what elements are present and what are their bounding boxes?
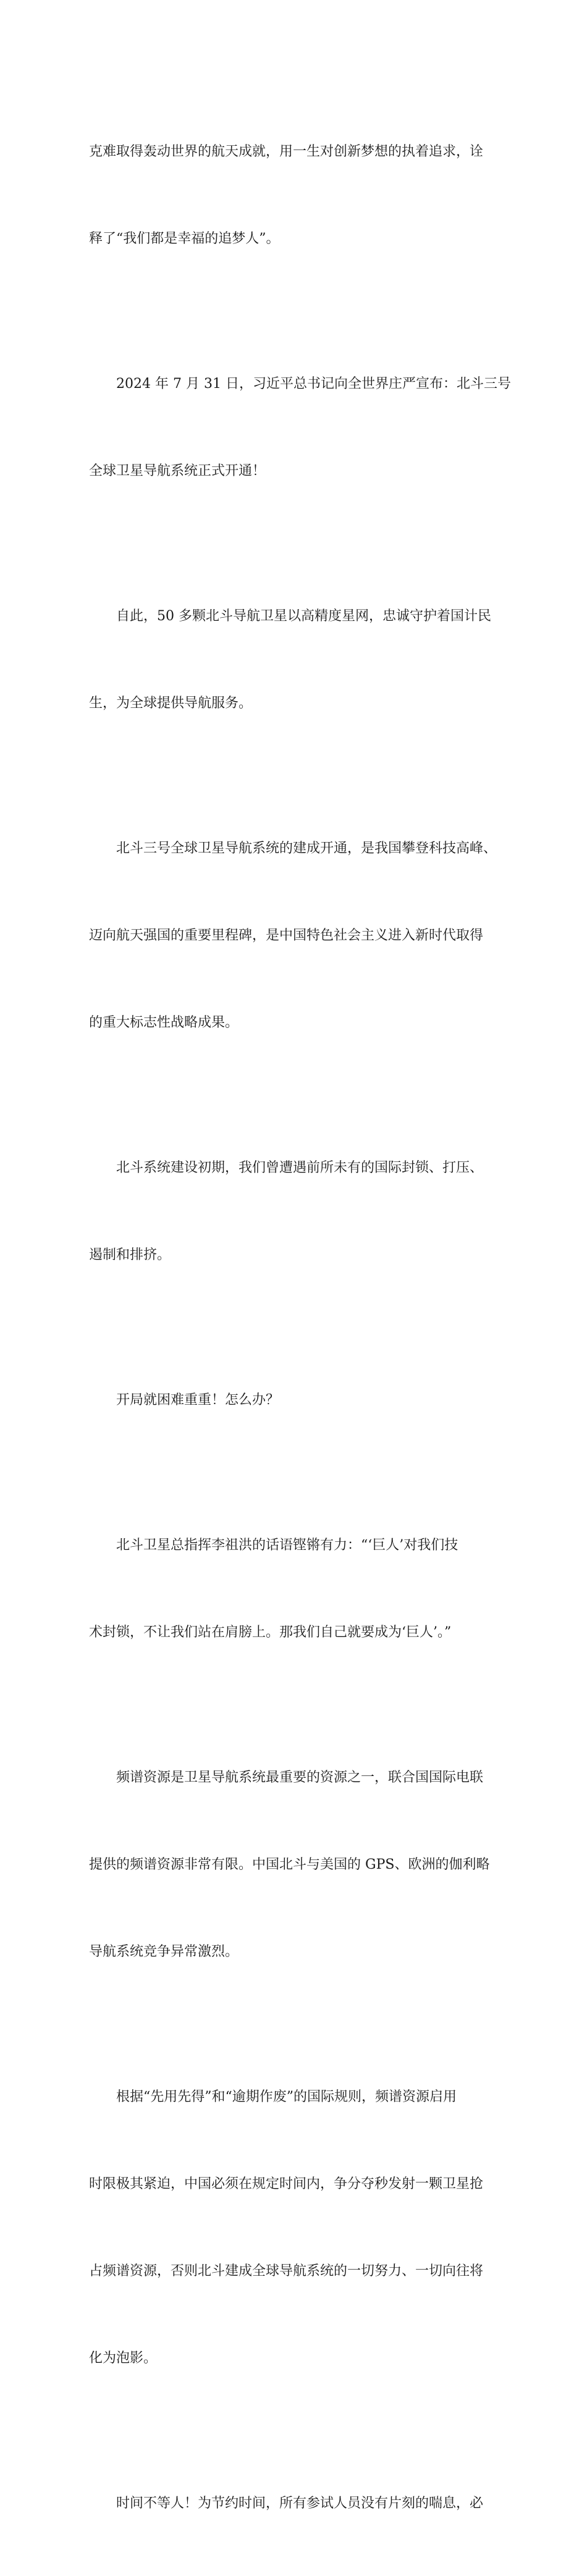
paragraph-2 (89, 311, 511, 544)
text-line: 北斗三号全球卫星导航系统的建成开通，是我国攀登科技高峰、 (116, 841, 497, 856)
paragraph-3 (89, 544, 499, 776)
paragraph-5 (89, 1095, 499, 1328)
paragraph-7 (89, 1473, 499, 1705)
text-line: 的重大标志性战略成果。 (89, 1015, 239, 1030)
paragraph-6 (89, 1328, 499, 1473)
text-line: 北斗卫星总指挥李祖洪的话语铿锵有力：“‘巨人’对我们技 (116, 1538, 458, 1553)
text-line: 时限极其紧迫，中国必须在规定时间内，争分夺秒发射一颗卫星抢 (89, 2176, 484, 2192)
paragraph-9 (89, 2024, 499, 2431)
text-line: 自此，50 多颗北斗导航卫星以高精度星网，忠诚守护着国计民 (116, 608, 491, 624)
text-line: 迈向航天强国的重要里程碑，是中国特色社会主义进入新时代取得 (89, 928, 484, 943)
paragraph-10 (89, 2431, 499, 2576)
text-line: 频谱资源是卫星导航系统最重要的资源之一，联合国国际电联 (116, 1770, 484, 1785)
text-line: 化为泡影。 (89, 2351, 158, 2366)
text-line: 根据“先用先得”和“逾期作废”的国际规则，频谱资源启用 (116, 2089, 457, 2105)
text-line: 导航系统竞争异常激烈。 (89, 1944, 239, 1959)
text-line: 占频谱资源，否则北斗建成全球导航系统的一切努力、一切向往将 (89, 2263, 484, 2279)
paragraph-8 (89, 1705, 499, 2024)
paragraph-1 (89, 79, 499, 311)
text-line: 北斗系统建设初期，我们曾遭遇前所未有的国际封锁、打压、 (116, 1160, 484, 1176)
text-line: 生，为全球提供导航服务。 (89, 696, 253, 711)
text-line: 开局就困难重重！怎么办？ (116, 1392, 280, 1408)
text-line: 全球卫星导航系统正式开通！ (89, 463, 266, 479)
text-line: 术封锁，不让我们站在肩膀上。那我们自己就要成为‘巨人’。” (89, 1625, 452, 1640)
text-line: 2024 年 7 月 31 日，习近平总书记向全世界庄严宣布：北斗三号 (116, 376, 511, 392)
text-line: 释了“我们都是幸福的追梦人”。 (89, 231, 280, 246)
text-line: 克难取得轰动世界的航天成就，用一生对创新梦想的执着追求，诠 (89, 144, 484, 159)
text-line: 遏制和排挤。 (89, 1247, 171, 1263)
paragraph-4 (89, 776, 499, 1095)
text-line: 时间不等人！为节约时间，所有参试人员没有片刻的喘息，必 (116, 2496, 484, 2511)
document-body (89, 79, 511, 2576)
text-line: 提供的频谱资源非常有限。中国北斗与美国的 GPS、欧洲的伽利略 (89, 1857, 490, 1872)
